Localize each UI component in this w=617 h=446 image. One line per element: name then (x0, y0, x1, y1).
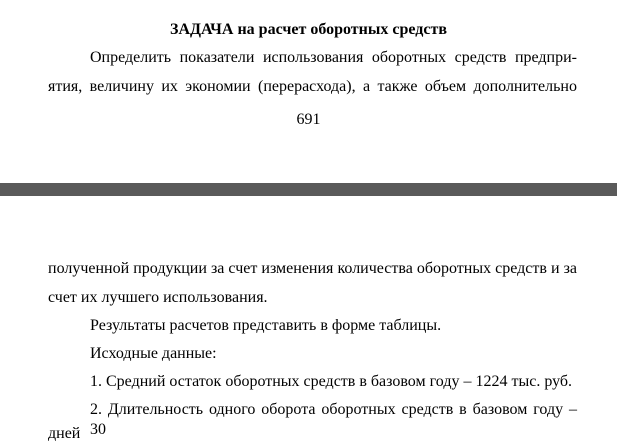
paragraph-line: Определить показатели использования оборотных средств предпри- (90, 49, 577, 66)
paragraph-line: счет их лучшего использования. (48, 289, 268, 306)
page-number: 691 (296, 111, 321, 128)
paragraph-line: ятия, величину их экономии (перерасхода), а также объем дополнительно (48, 78, 577, 95)
paragraph-line: полученной продукции за счет изменения количества оборотных средств и за (48, 260, 577, 277)
list-item: 2. Длительность одного оборота оборотных средств в базовом году – 30 (90, 401, 577, 438)
paragraph-line: дней (48, 425, 81, 442)
paragraph-line: Результаты расчетов представить в форме таблицы. (90, 317, 442, 334)
document-page-lower (0, 196, 617, 446)
list-item: 1. Средний остаток оборотных средств в базовом году – 1224 тыс. руб. (90, 373, 573, 390)
paragraph-line: Исходные данные: (90, 345, 217, 362)
document-page-upper (0, 0, 617, 183)
page-break-separator (0, 183, 617, 196)
task-title: ЗАДАЧА на расчет оборотных средств (170, 21, 447, 38)
